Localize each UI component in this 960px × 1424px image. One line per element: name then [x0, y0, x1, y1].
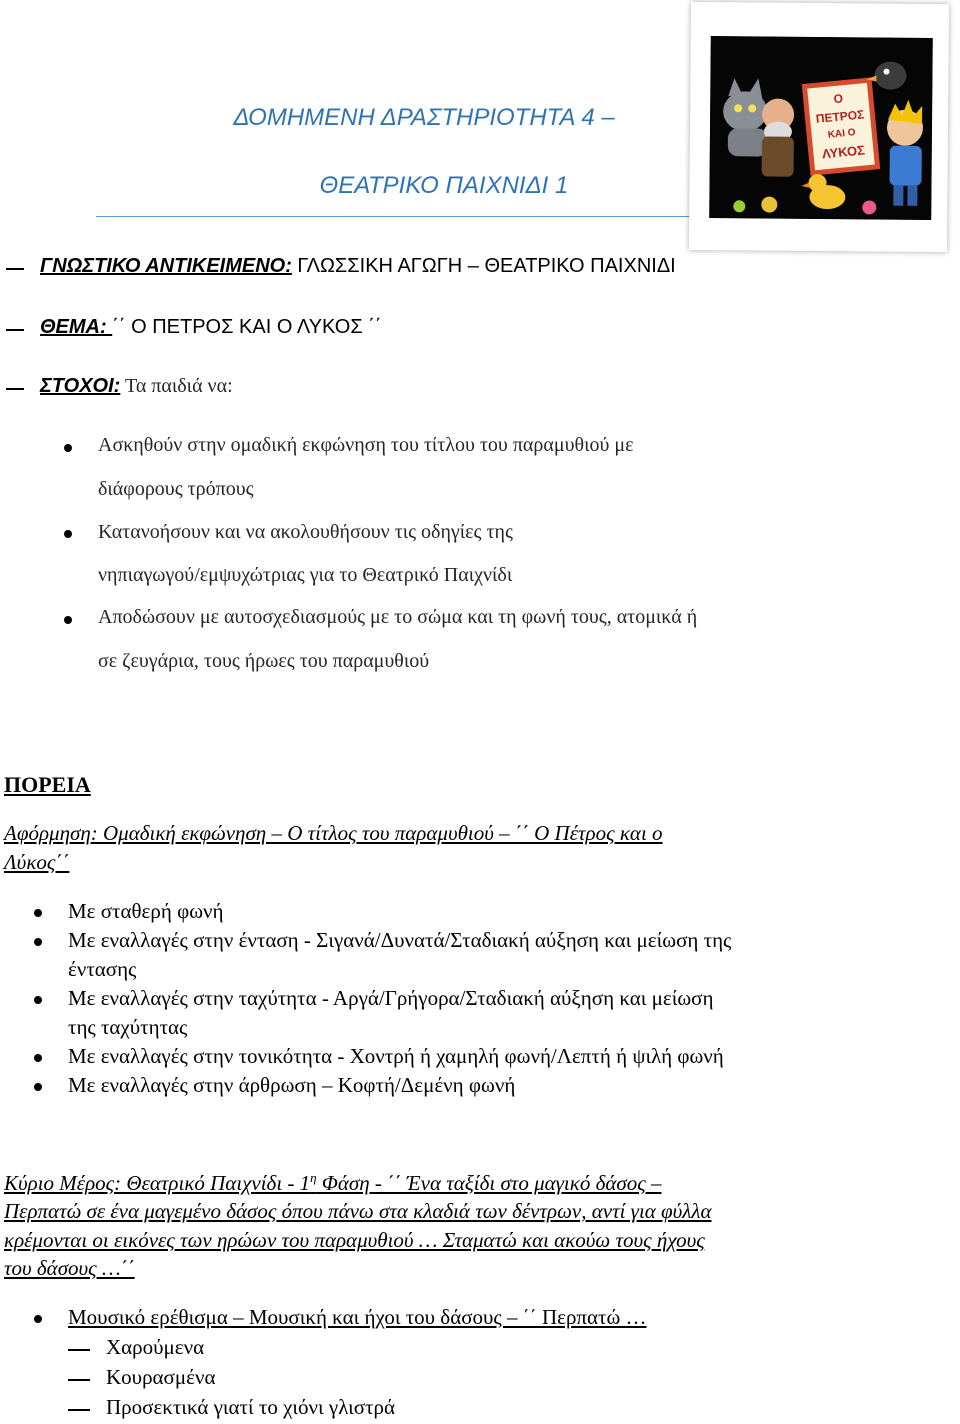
dash-marker: [68, 1379, 90, 1381]
voice-item-5: Με εναλλαγές στην άρθρωση – Κοφτή/Δεμένη φωνή: [68, 1073, 516, 1097]
main-part-line1b: Φάση - ΄΄ Ένα ταξίδι στο μαγικό δάσος –: [316, 1171, 662, 1195]
subject-value: ΓΛΩΣΣΙΚΗ ΑΓΩΓΗ – ΘΕΑΤΡΙΚΟ ΠΑΙΧΝΙΔΙ: [291, 255, 676, 277]
aformisi-line2: Λύκος΄΄: [4, 850, 70, 874]
main-part-line4: του δάσους …΄΄: [4, 1256, 135, 1280]
voice-item-2-line1: Με εναλλαγές στην ένταση - Σιγανά/Δυνατά/Σταδιακή αύξηση και μείωση της: [68, 928, 732, 952]
page-title: ΔΟΜΗΜΕΝΗ ΔΡΑΣΤΗΡΙΟΤΗΤΑ 4 –: [233, 104, 615, 131]
goal-item-1-line1: Ασκηθούν στην ομαδική εκφώνηση του τίτλου του παραμυθιού με: [98, 434, 634, 456]
goal-item-2-line2: νηπιαγωγού/εμψυχώτριας για το Θεατρικό Παιχνίδι: [98, 564, 513, 586]
dash-marker: [6, 268, 24, 270]
sign-text-1: Ο: [832, 91, 844, 107]
bullet-icon: [64, 444, 72, 452]
theme-label: ΘΕΜΑ:: [40, 316, 113, 338]
goals-value: Τα παιδιά να:: [120, 375, 233, 397]
main-part-line2: Περπατώ σε ένα μαγεμένο δάσος όπου πάνω στα κλαδιά των δέντρων, αντί για φύλλα: [4, 1199, 712, 1223]
bullet-icon: [34, 1315, 42, 1323]
voice-item-3-line2: της ταχύτητας: [68, 1015, 188, 1039]
main-part-line1: [4, 1170, 661, 1196]
section-heading-poreia: ΠΟΡΕΙΑ: [4, 772, 91, 797]
voice-item-2-line2: έντασης: [68, 957, 137, 981]
dash-marker: [68, 1409, 90, 1411]
voice-item-4: Με εναλλαγές στην τονικότητα - Χοντρή ή χαμηλή φωνή/Λεπτή ή ψιλή φωνή: [68, 1044, 724, 1068]
goal-item-2-line1: Κατανοήσουν και να ακολουθήσουν τις οδηγίες της: [98, 521, 513, 543]
theme-line: [40, 316, 382, 339]
peter-and-wolf-illustration: [709, 36, 933, 220]
bullet-icon: [34, 996, 42, 1004]
goal-item-1-line2: διάφορους τρόπους: [98, 478, 254, 500]
voice-item-1: Με σταθερή φωνή: [68, 899, 224, 923]
dash-marker: [6, 388, 24, 390]
subject-line: [40, 255, 676, 278]
music-item: Μουσικό ερέθισμα – Μουσική και ήχοι του δάσους – ΄΄ Περπατώ …: [68, 1305, 647, 1329]
dash-marker: [6, 329, 24, 331]
illustration-frame: [689, 2, 949, 252]
aformisi-line1: Αφόρμηση: Ομαδική εκφώνηση – Ο τίτλος του παραμυθιού – ΄΄ Ο Πέτρος και ο: [4, 821, 663, 845]
main-part-line3: κρέμονται οι εικόνες των ηρώων του παραμυθιού … Σταματώ και ακούω τους ήχους: [4, 1228, 705, 1252]
bullet-icon: [64, 530, 72, 538]
sign-text-2: ΠΕΤΡΟΣ: [815, 107, 865, 126]
page-subtitle: ΘΕΑΤΡΙΚΟ ΠΑΙΧΝΙΔΙ 1: [319, 172, 569, 199]
bullet-icon: [34, 909, 42, 917]
bullet-icon: [34, 1083, 42, 1091]
main-part-line1a: Κύριο Μέρος: Θεατρικό Παιχνίδι - 1: [4, 1171, 311, 1195]
music-subitem-1: Χαρούμενα: [106, 1335, 205, 1359]
bullet-icon: [34, 938, 42, 946]
goals-line: [40, 375, 233, 398]
bullet-icon: [34, 1054, 42, 1062]
theme-value: ΄΄ Ο ΠΕΤΡΟΣ ΚΑΙ Ο ΛΥΚΟΣ ΄΄: [112, 316, 382, 338]
music-subitem-3: Προσεκτικά γιατί το χιόνι γλιστρά: [106, 1395, 396, 1419]
goal-item-3-line2: σε ζευγάρια, τους ήρωες του παραμυθιού: [98, 650, 430, 672]
title-rule: [96, 216, 696, 217]
subject-label: ΓΝΩΣΤΙΚΟ ΑΝΤΙΚΕΙΜΕΝΟ:: [40, 255, 292, 277]
goals-label: ΣΤΟΧΟΙ:: [40, 375, 121, 397]
bullet-icon: [64, 616, 72, 624]
goal-item-3-line1: Αποδώσουν με αυτοσχεδιασμούς με το σώμα και τη φωνή τους, ατομικά ή: [98, 606, 698, 628]
dash-marker: [68, 1349, 90, 1351]
main-part-sup: η: [310, 1170, 317, 1185]
sign-text-4: ΛΥΚΟΣ: [821, 142, 866, 162]
music-subitem-2: Κουρασμένα: [106, 1365, 216, 1389]
voice-item-3-line1: Με εναλλαγές στην ταχύτητα - Αργά/Γρήγορα/Σταδιακή αύξηση και μείωση: [68, 986, 714, 1010]
sign-text-3: ΚΑΙ Ο: [827, 127, 857, 141]
